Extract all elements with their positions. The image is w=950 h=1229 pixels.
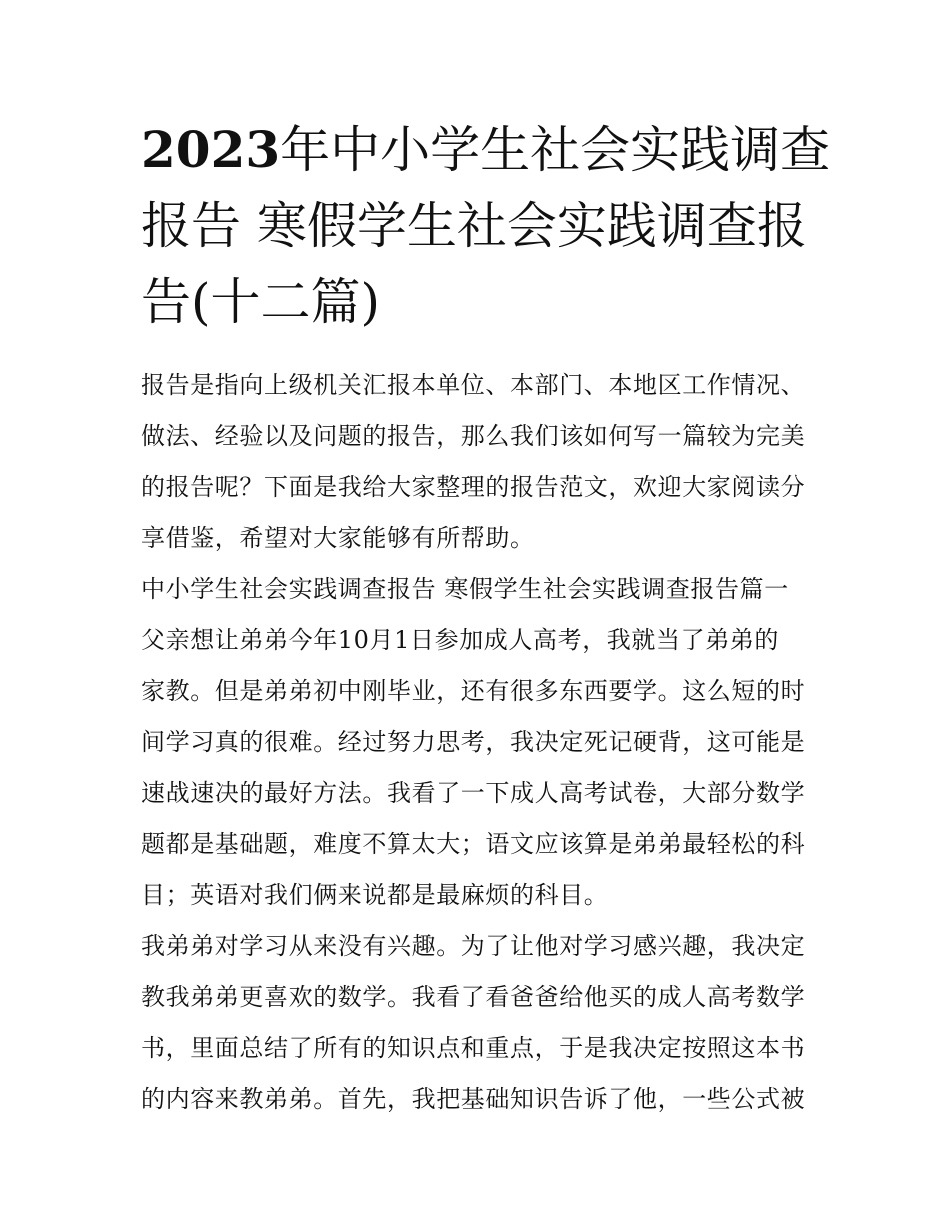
text-line: 教我弟弟更喜欢的数学。我看了看爸爸给他买的成人高考数学 bbox=[141, 983, 806, 1011]
text-line: 享借鉴，希望对大家能够有所帮助。 bbox=[141, 524, 535, 552]
text-line: 速战速决的最好方法。我看了一下成人高考试卷，大部分数学 bbox=[141, 779, 806, 807]
document-content bbox=[141, 112, 831, 1125]
page-title bbox=[141, 112, 831, 340]
intro-paragraph bbox=[141, 360, 817, 564]
text-line: 书，里面总结了所有的知识点和重点，于是我决定按照这本书 bbox=[141, 1034, 806, 1062]
body-paragraph bbox=[141, 615, 817, 921]
title-line-text: 年中小学生社会实践调查 bbox=[280, 121, 831, 179]
text-line: 我弟弟对学习从来没有兴趣。为了让他对学习感兴趣，我决定 bbox=[141, 932, 806, 960]
text-line: 的报告呢？下面是我给大家整理的报告范文，欢迎大家阅读分 bbox=[141, 473, 806, 501]
text-line: 报告是指向上级机关汇报本单位、本部门、本地区工作情况、 bbox=[141, 371, 806, 399]
text-line: 间学习真的很难。经过努力思考，我决定死记硬背，这可能是 bbox=[141, 728, 806, 756]
title-line: 报告 寒假学生社会实践调查报 bbox=[141, 197, 807, 255]
text-line: 题都是基础题，难度不算太大；语文应该算是弟弟最轻松的科 bbox=[141, 830, 806, 858]
title-line bbox=[141, 112, 831, 188]
text-line: 的内容来教弟弟。首先，我把基础知识告诉了他，一些公式被 bbox=[141, 1085, 806, 1113]
text-line: 目；英语对我们俩来说都是最麻烦的科目。 bbox=[141, 881, 609, 909]
text-line: 父亲想让弟弟今年10月1日参加成人高考，我就当了弟弟的 bbox=[141, 626, 780, 654]
body-paragraph bbox=[141, 921, 817, 1125]
text-line: 家教。但是弟弟初中刚毕业，还有很多东西要学。这么短的时 bbox=[141, 677, 806, 705]
title-line: 告(十二篇) bbox=[141, 273, 381, 331]
text-line: 做法、经验以及问题的报告，那么我们该如何写一篇较为完美 bbox=[141, 422, 806, 450]
section-heading bbox=[141, 564, 817, 615]
text-line: 中小学生社会实践调查报告 寒假学生社会实践调查报告篇一 bbox=[141, 575, 789, 603]
title-year: 2023 bbox=[141, 120, 281, 179]
